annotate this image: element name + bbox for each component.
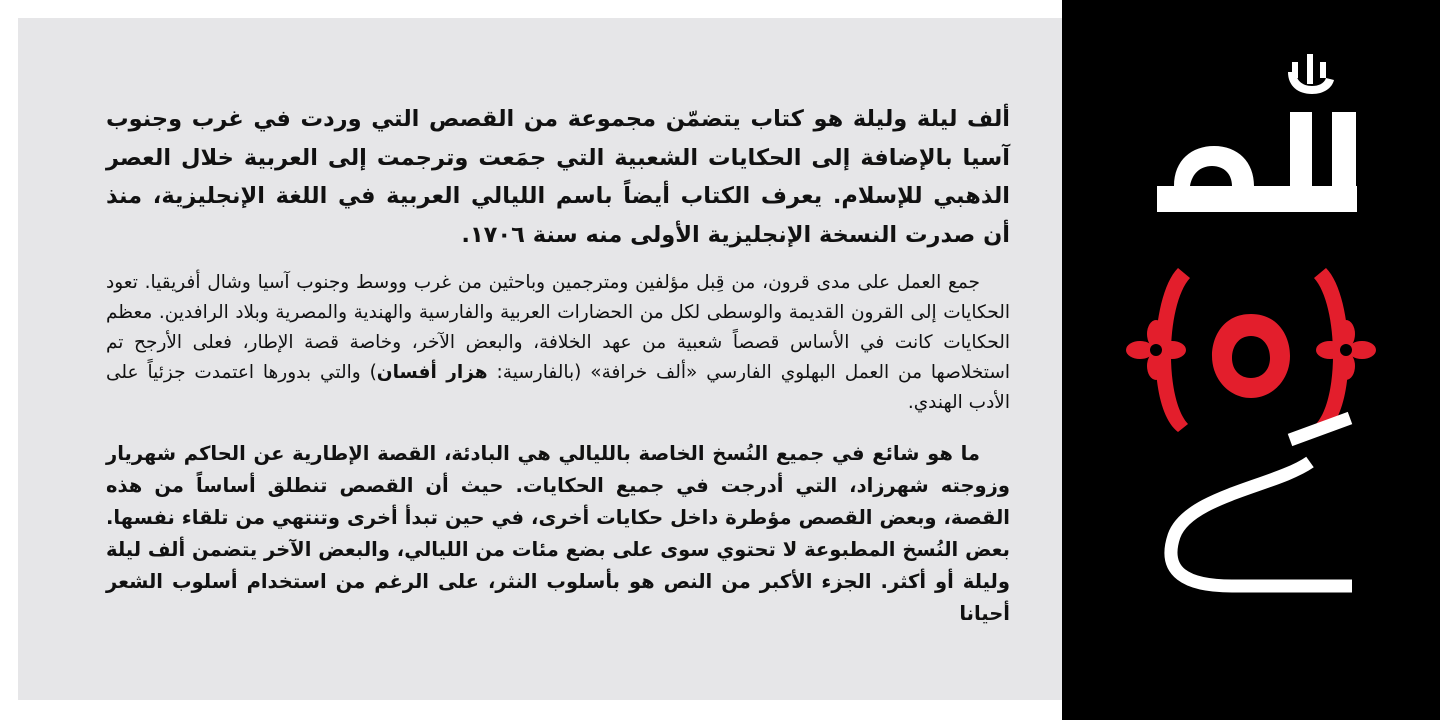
paragraph-bold: ألف ليلة وليلة هو كتاب يتضمّن مجموعة من القصص التي وردت في غرب وجنوب آسيا بالإضافة إلى الحكايات الشعبية التي جمَعت وترجمت إلى العربية خلال العصر الذهبي للإسلام. يعرف الكتاب أيضاً باسم الليالي العربية في اللغة الإنجليزية، منذ أن صدرت النسخة الإنجليزية الأولى منه سنة ١٧٠٦. (106, 106, 1010, 248)
glyph-showcase-art (1062, 0, 1440, 720)
text-panel (18, 18, 1062, 700)
allah-ligature-glyph (1157, 54, 1357, 212)
paragraph-regular-bold-term: هزار أفسان (376, 362, 488, 383)
paragraph-regular-part-1: جمع العمل على مدى قرون، من قِبل مؤلفين ومترجمين وباحثين من غرب ووسط وجنوب آسيا وشال أفريقيا. تعود الحكايات إلى القرون القديمة والوسطى لكل من الحضارات العربية والفارسية والهندية والمصرية وبلاد الرافدين. معظم الحكايات كانت في الأساس قصصاً شعبية من عهد الخلافة، والبعض الآخر، وخاصة قصة الإطار، فعلى الأرجح تم استخلاصها من العمل البهلوي الفارسي «ألف خرافة» (بالفارسية: (106, 272, 1010, 383)
ornamental-five-glyph (1126, 268, 1376, 432)
gaf-glyph (1171, 418, 1352, 590)
paragraph-mixed: ما هو شائع في جميع النُسخ الخاصة بالليالي هي البادئة، القصة الإطارية عن الحاكم شهريار وزوجته شهرزاد، التي أدرجت في جميع الحكايات. حيث أن القصص تنطلق أساساً من هذه القصة، وبعض القصص مؤطرة داخل حكايات أخرى، في حين تبدأ أخرى وتنتهي من تلقاء نفسها. بعض النُسخ المطبوعة لا تحتوي سوى على بضع مئات من الليالي، والبعض الآخر يتضمن ألف ليلة وليلة أو أكثر. الجزء الأكبر من النص هو بأسلوب النثر، على الرغم من استخدام أسلوب الشعر أحيانا (106, 442, 1010, 625)
glyph-showcase (1062, 0, 1440, 720)
text-block (106, 100, 1010, 630)
paragraph-regular-part-2: ) والتي بدورها اعتمدت جزئياً على الأدب الهندي. (106, 362, 1010, 413)
paragraph-regular (106, 268, 1010, 418)
